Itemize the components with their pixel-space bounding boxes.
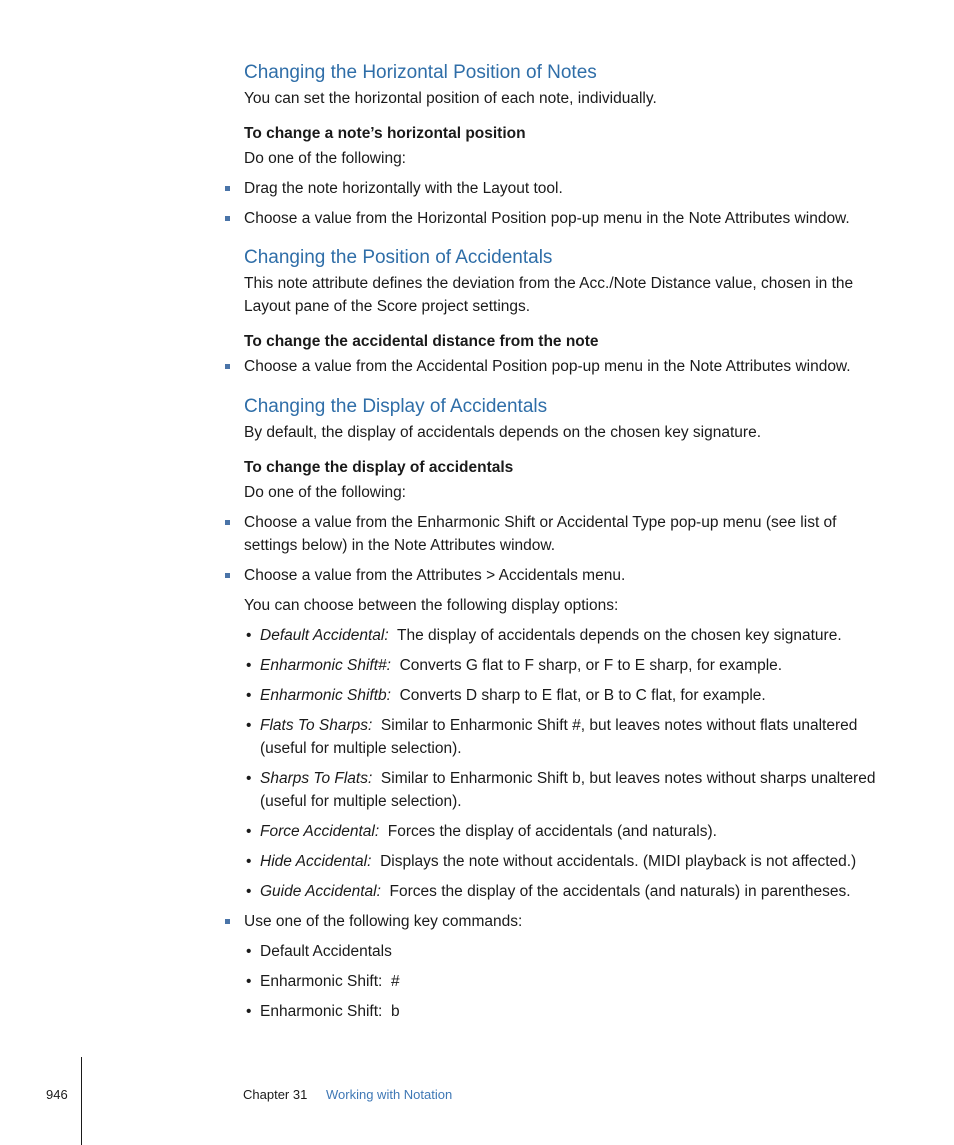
dot-bullet-icon: • <box>246 1003 252 1020</box>
dot-bullet-icon: • <box>246 973 252 990</box>
key-command-text: Default Accidentals <box>260 943 392 960</box>
list-item-text: Choose a value from the Enharmonic Shift or Accidental Type pop-up menu (see list of settings below) in the Note Attributes window. <box>244 514 837 554</box>
option-term: Guide Accidental: <box>260 883 381 900</box>
option-term: Enharmonic Shiftb: <box>260 687 391 704</box>
dot-bullet-icon: • <box>246 627 252 644</box>
task-heading: To change the accidental distance from the note <box>244 333 599 350</box>
section-heading: Changing the Horizontal Position of Notes <box>244 62 597 83</box>
dot-bullet-icon: • <box>246 943 252 960</box>
list-item-text: Use one of the following key commands: <box>244 913 523 930</box>
dot-bullet-icon: • <box>246 770 252 787</box>
option-desc: Forces the display of the accidentals (and naturals) in parentheses. <box>389 883 851 900</box>
square-bullet-icon <box>225 573 230 578</box>
option-desc: Similar to Enharmonic Shift #, but leaves notes without flats unaltered (useful for multiple selection). <box>260 717 858 757</box>
section-heading: Changing the Display of Accidentals <box>244 396 548 417</box>
square-bullet-icon <box>225 919 230 924</box>
option-term: Flats To Sharps: <box>260 717 373 734</box>
section-heading: Changing the Position of Accidentals <box>244 247 553 268</box>
dot-bullet-icon: • <box>246 657 252 674</box>
option-term: Hide Accidental: <box>260 853 372 870</box>
key-command-text: Enharmonic Shift: b <box>260 1003 400 1020</box>
dot-bullet-icon: • <box>246 823 252 840</box>
dot-bullet-icon: • <box>246 717 252 734</box>
task-heading: To change the display of accidentals <box>244 459 514 476</box>
dot-bullet-icon: • <box>246 687 252 704</box>
dot-bullet-icon: • <box>246 853 252 870</box>
square-bullet-icon <box>225 520 230 525</box>
dot-bullet-icon: • <box>246 883 252 900</box>
section-intro: This note attribute defines the deviation from the Acc./Note Distance value, chosen in the Layout pane of the Score project settings. <box>244 275 854 315</box>
task-heading: To change a note’s horizontal position <box>244 125 526 142</box>
section-intro: You can set the horizontal position of each note, individually. <box>244 90 657 107</box>
list-item-text: Drag the note horizontally with the Layout tool. <box>244 180 563 197</box>
list-item-text: Choose a value from the Accidental Position pop-up menu in the Note Attributes window. <box>244 358 851 375</box>
option-desc: Forces the display of accidentals (and naturals). <box>387 823 717 840</box>
footer-divider <box>81 1057 82 1145</box>
footer-chapter-title: Working with Notation <box>326 1087 453 1102</box>
list-item-text: Choose a value from the Horizontal Position pop-up menu in the Note Attributes window. <box>244 210 850 227</box>
option-desc: Similar to Enharmonic Shift b, but leaves notes without sharps unaltered (useful for multiple selection). <box>260 770 876 810</box>
list-item-text: Choose a value from the Attributes > Accidentals menu. <box>244 567 626 584</box>
option-term: Default Accidental: <box>260 627 389 644</box>
option-desc: Converts G flat to F sharp, or F to E sharp, for example. <box>399 657 783 674</box>
key-command-text: Enharmonic Shift: # <box>260 973 400 990</box>
option-desc: Converts D sharp to E flat, or B to C flat, for example. <box>399 687 766 704</box>
options-intro: You can choose between the following display options: <box>244 597 619 614</box>
option-term: Enharmonic Shift#: <box>260 657 391 674</box>
option-term: Sharps To Flats: <box>260 770 373 787</box>
task-lead: Do one of the following: <box>244 150 406 167</box>
page-number: 946 <box>46 1087 68 1102</box>
square-bullet-icon <box>225 216 230 221</box>
task-lead: Do one of the following: <box>244 484 406 501</box>
option-term: Force Accidental: <box>260 823 380 840</box>
footer-chapter: Chapter 31 <box>243 1087 308 1102</box>
option-desc: Displays the note without accidentals. (MIDI playback is not affected.) <box>380 853 857 870</box>
section-intro: By default, the display of accidentals depends on the chosen key signature. <box>244 424 762 441</box>
option-desc: The display of accidentals depends on the chosen key signature. <box>397 627 842 644</box>
square-bullet-icon <box>225 364 230 369</box>
square-bullet-icon <box>225 186 230 191</box>
